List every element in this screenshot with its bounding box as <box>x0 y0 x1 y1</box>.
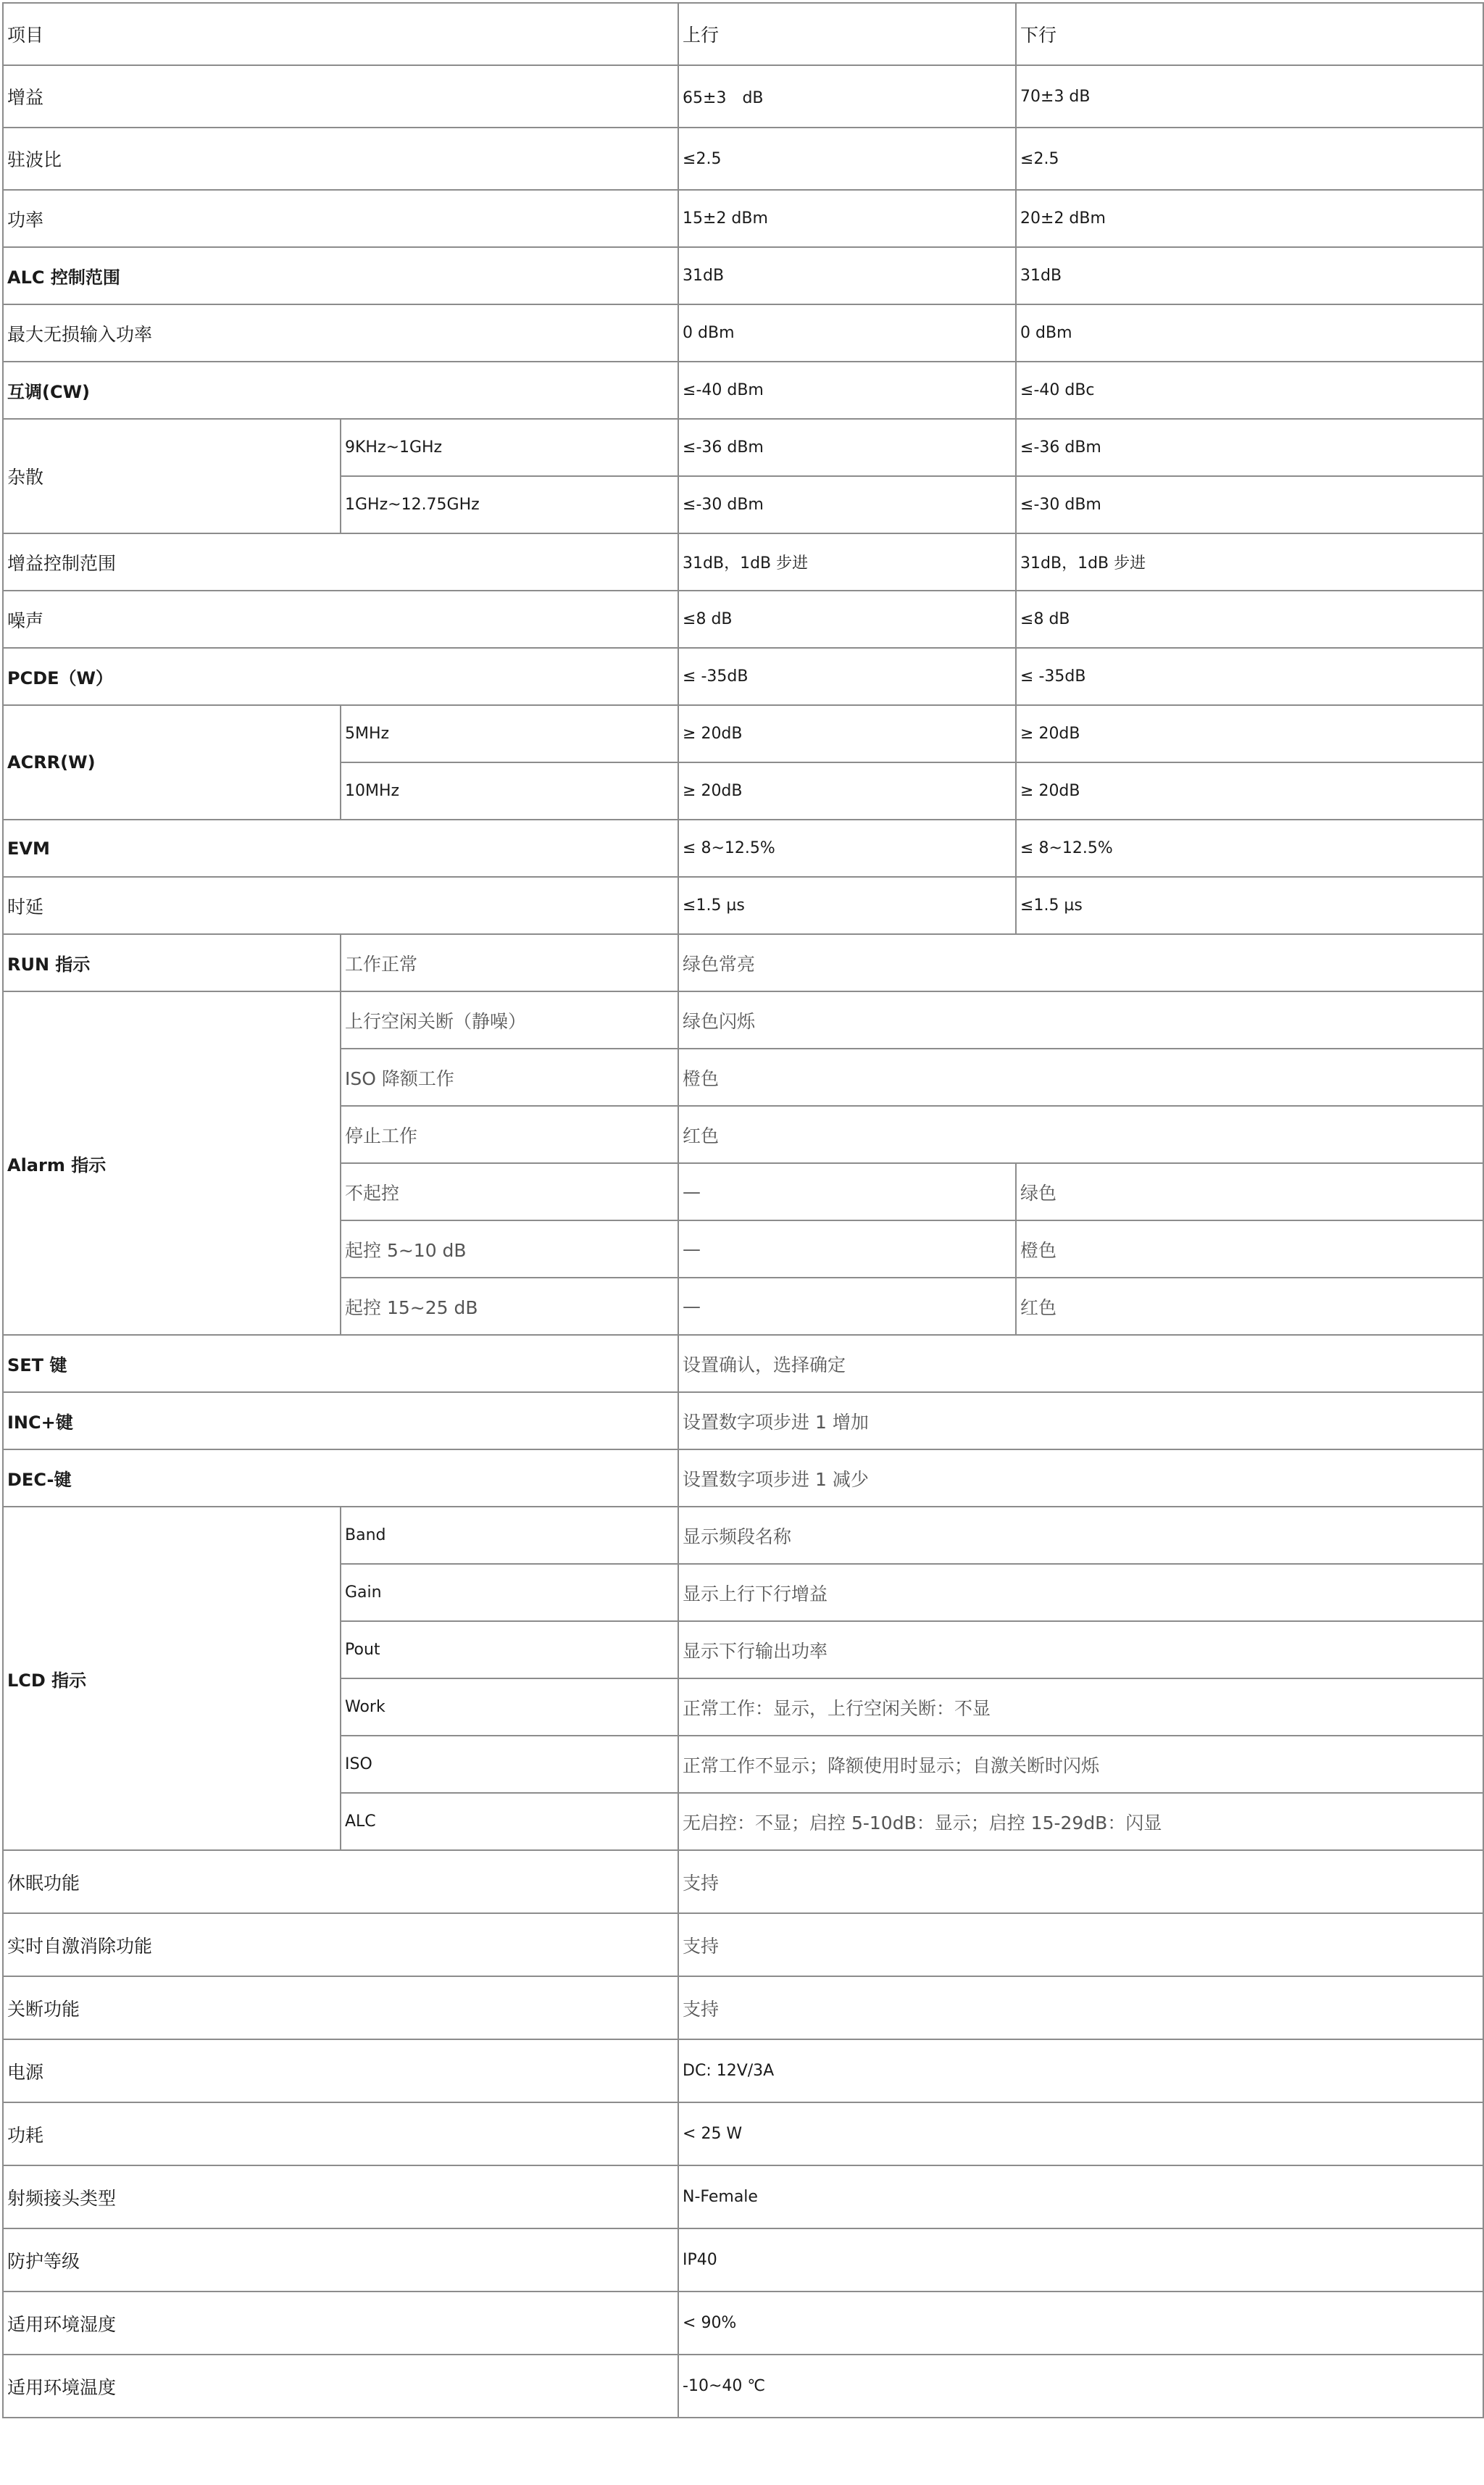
self-osc-label: 实时自激消除功能 <box>3 1913 678 1976</box>
set-key-label: SET 键 <box>3 1335 678 1392</box>
lcd-value: 正常工作：显示，上行空闲关断：不显 <box>678 1678 1483 1736</box>
table-row <box>3 247 1483 304</box>
alarm-uplink: — <box>678 1220 1016 1278</box>
table-row <box>3 1913 1483 1976</box>
lcd-value: 显示频段名称 <box>678 1507 1483 1564</box>
acrr-label: ACRR(W) <box>3 705 341 820</box>
evm-uplink: ≤ 8~12.5% <box>678 820 1016 877</box>
noise-label: 噪声 <box>3 591 678 648</box>
table-row <box>3 419 1483 476</box>
table-row <box>3 648 1483 705</box>
table-row <box>3 65 1483 128</box>
temperature-label: 适用环境温度 <box>3 2355 678 2418</box>
delay-uplink: ≤1.5 µs <box>678 877 1016 934</box>
lcd-label: LCD 指示 <box>3 1507 341 1850</box>
gain-ctrl-uplink: 31dB，1dB 步进 <box>678 533 1016 591</box>
set-key-value: 设置确认，选择确定 <box>678 1335 1483 1392</box>
self-osc-value: 支持 <box>678 1913 1483 1976</box>
table-row <box>3 362 1483 419</box>
table-row <box>3 705 1483 762</box>
rf-connector-value: N-Female <box>678 2165 1483 2228</box>
alarm-value: 红色 <box>678 1106 1483 1163</box>
spurious-range: 9KHz~1GHz <box>341 419 678 476</box>
acrr-bandwidth: 10MHz <box>341 762 678 820</box>
alarm-uplink: — <box>678 1163 1016 1220</box>
lcd-item: Gain <box>341 1564 678 1621</box>
imd-label: 互调(CW) <box>3 362 678 419</box>
spec-table <box>2 2 1484 2418</box>
lcd-value: 显示上行下行增益 <box>678 1564 1483 1621</box>
table-row <box>3 820 1483 877</box>
lcd-value: 无启控：不显；启控 5-10dB：显示；启控 15-29dB：闪显 <box>678 1793 1483 1850</box>
gain-downlink: 70±3 dB <box>1016 65 1483 128</box>
gain-label: 增益 <box>3 65 678 128</box>
table-row <box>3 2039 1483 2102</box>
table-row <box>3 533 1483 591</box>
power-downlink: 20±2 dBm <box>1016 190 1483 247</box>
alarm-value: 橙色 <box>678 1049 1483 1106</box>
alc-uplink: 31dB <box>678 247 1016 304</box>
lcd-value: 正常工作不显示；降额使用时显示；自激关断时闪烁 <box>678 1736 1483 1793</box>
table-row <box>3 1449 1483 1507</box>
dec-key-value: 设置数字项步进 1 减少 <box>678 1449 1483 1507</box>
lcd-item: ALC <box>341 1793 678 1850</box>
alc-downlink: 31dB <box>1016 247 1483 304</box>
evm-downlink: ≤ 8~12.5% <box>1016 820 1483 877</box>
table-row <box>3 304 1483 362</box>
table-row <box>3 3 1483 65</box>
lcd-value: 显示下行输出功率 <box>678 1621 1483 1678</box>
lcd-item: Band <box>341 1507 678 1564</box>
lcd-item: Pout <box>341 1621 678 1678</box>
alarm-state: 停止工作 <box>341 1106 678 1163</box>
lcd-item: ISO <box>341 1736 678 1793</box>
dec-key-label: DEC-键 <box>3 1449 678 1507</box>
rf-connector-label: 射频接头类型 <box>3 2165 678 2228</box>
gain-uplink: 65±3 dB <box>678 65 1016 128</box>
table-row <box>3 2355 1483 2418</box>
acrr-uplink: ≥ 20dB <box>678 705 1016 762</box>
table-row <box>3 2228 1483 2292</box>
lcd-item: Work <box>341 1678 678 1736</box>
alarm-state: 不起控 <box>341 1163 678 1220</box>
evm-label: EVM <box>3 820 678 877</box>
spurious-downlink: ≤-36 dBm <box>1016 419 1483 476</box>
pcde-label: PCDE（W） <box>3 648 678 705</box>
humidity-label: 适用环境湿度 <box>3 2292 678 2355</box>
ip-rating-value: IP40 <box>678 2228 1483 2292</box>
acrr-downlink: ≥ 20dB <box>1016 705 1483 762</box>
spurious-downlink: ≤-30 dBm <box>1016 476 1483 533</box>
header-item: 项目 <box>3 3 678 65</box>
imd-uplink: ≤-40 dBm <box>678 362 1016 419</box>
shutdown-value: 支持 <box>678 1976 1483 2039</box>
alarm-downlink: 绿色 <box>1016 1163 1483 1220</box>
psu-label: 电源 <box>3 2039 678 2102</box>
header-downlink: 下行 <box>1016 3 1483 65</box>
table-row <box>3 2102 1483 2165</box>
humidity-value: < 90% <box>678 2292 1483 2355</box>
run-value: 绿色常亮 <box>678 934 1483 991</box>
alarm-state: 起控 15~25 dB <box>341 1278 678 1335</box>
vswr-downlink: ≤2.5 <box>1016 128 1483 190</box>
pcde-uplink: ≤ -35dB <box>678 648 1016 705</box>
sleep-value: 支持 <box>678 1850 1483 1913</box>
table-row <box>3 991 1483 1049</box>
table-row <box>3 1507 1483 1564</box>
vswr-label: 驻波比 <box>3 128 678 190</box>
alarm-state: 上行空闲关断（静噪） <box>341 991 678 1049</box>
shutdown-label: 关断功能 <box>3 1976 678 2039</box>
gain-ctrl-downlink: 31dB，1dB 步进 <box>1016 533 1483 591</box>
max-input-label: 最大无损输入功率 <box>3 304 678 362</box>
table-row <box>3 128 1483 190</box>
table-row <box>3 190 1483 247</box>
run-state: 工作正常 <box>341 934 678 991</box>
delay-downlink: ≤1.5 µs <box>1016 877 1483 934</box>
power-label: 功率 <box>3 190 678 247</box>
alarm-state: ISO 降额工作 <box>341 1049 678 1106</box>
psu-value: DC: 12V/3A <box>678 2039 1483 2102</box>
header-uplink: 上行 <box>678 3 1016 65</box>
max-input-uplink: 0 dBm <box>678 304 1016 362</box>
table-row <box>3 1392 1483 1449</box>
inc-key-value: 设置数字项步进 1 增加 <box>678 1392 1483 1449</box>
pcde-downlink: ≤ -35dB <box>1016 648 1483 705</box>
vswr-uplink: ≤2.5 <box>678 128 1016 190</box>
table-row <box>3 1976 1483 2039</box>
table-row <box>3 1850 1483 1913</box>
consumption-label: 功耗 <box>3 2102 678 2165</box>
table-row <box>3 877 1483 934</box>
table-row <box>3 934 1483 991</box>
acrr-uplink: ≥ 20dB <box>678 762 1016 820</box>
noise-downlink: ≤8 dB <box>1016 591 1483 648</box>
imd-downlink: ≤-40 dBc <box>1016 362 1483 419</box>
alc-label: ALC 控制范围 <box>3 247 678 304</box>
table-row <box>3 2292 1483 2355</box>
delay-label: 时延 <box>3 877 678 934</box>
acrr-downlink: ≥ 20dB <box>1016 762 1483 820</box>
noise-uplink: ≤8 dB <box>678 591 1016 648</box>
alarm-downlink: 橙色 <box>1016 1220 1483 1278</box>
acrr-bandwidth: 5MHz <box>341 705 678 762</box>
alarm-value: 绿色闪烁 <box>678 991 1483 1049</box>
consumption-value: < 25 W <box>678 2102 1483 2165</box>
inc-key-label: INC+键 <box>3 1392 678 1449</box>
alarm-state: 起控 5~10 dB <box>341 1220 678 1278</box>
power-uplink: 15±2 dBm <box>678 190 1016 247</box>
run-label: RUN 指示 <box>3 934 341 991</box>
spurious-uplink: ≤-30 dBm <box>678 476 1016 533</box>
table-row <box>3 1335 1483 1392</box>
alarm-downlink: 红色 <box>1016 1278 1483 1335</box>
sleep-label: 休眠功能 <box>3 1850 678 1913</box>
spurious-uplink: ≤-36 dBm <box>678 419 1016 476</box>
alarm-uplink: — <box>678 1278 1016 1335</box>
max-input-downlink: 0 dBm <box>1016 304 1483 362</box>
table-row <box>3 591 1483 648</box>
temperature-value: -10~40 ℃ <box>678 2355 1483 2418</box>
alarm-label: Alarm 指示 <box>3 991 341 1335</box>
ip-rating-label: 防护等级 <box>3 2228 678 2292</box>
spurious-label: 杂散 <box>3 419 341 533</box>
table-row <box>3 2165 1483 2228</box>
spurious-range: 1GHz~12.75GHz <box>341 476 678 533</box>
gain-ctrl-label: 增益控制范围 <box>3 533 678 591</box>
